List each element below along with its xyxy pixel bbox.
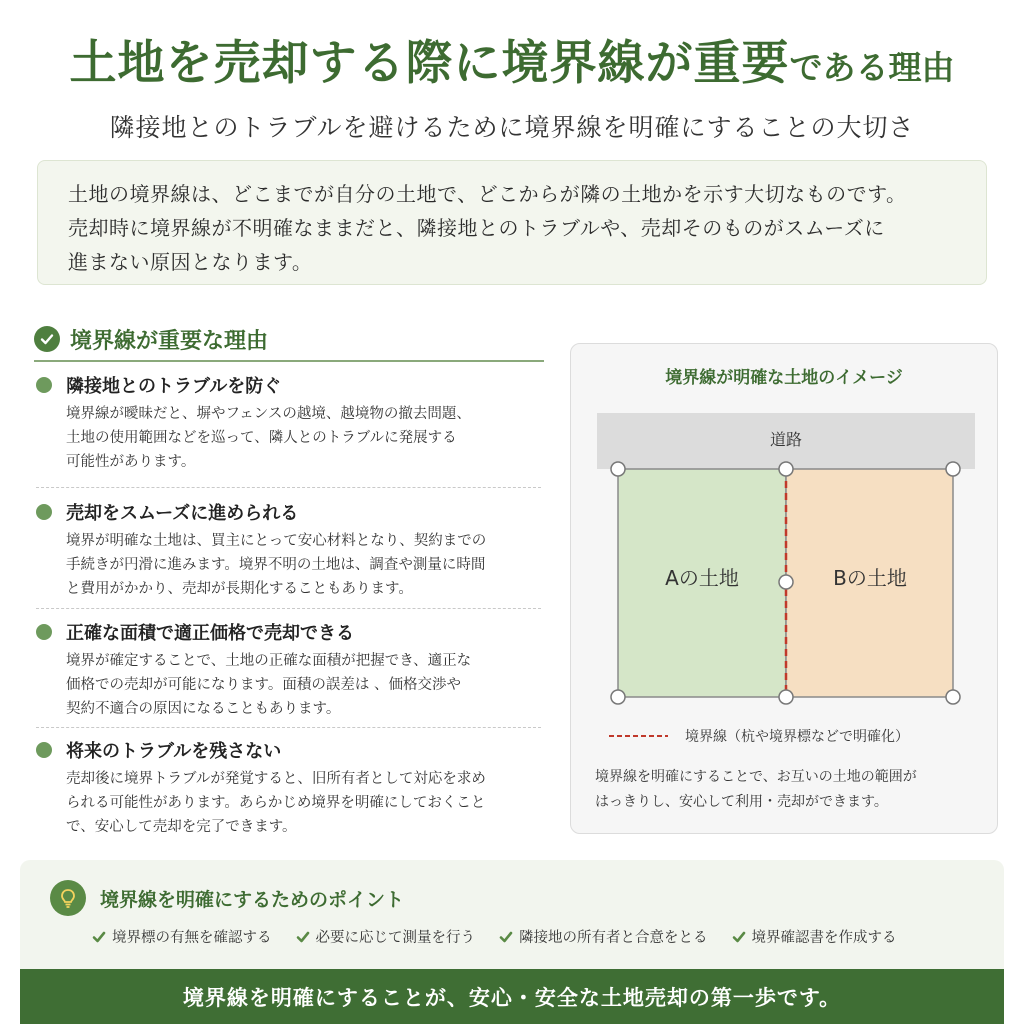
point-item <box>499 926 708 947</box>
reason-item <box>36 372 541 474</box>
footer-text: 境界線を明確にすることが、安心・安全な土地売却の第一歩です。 <box>182 985 842 1010</box>
point-item <box>92 926 272 947</box>
points-heading-text: 境界線を明確にするためのポイント <box>100 888 405 911</box>
reason-line: 手続きが円滑に進みます。境界不明の土地は、調査や測量に時間 <box>66 557 486 573</box>
points-heading <box>50 880 404 916</box>
boundary-marker <box>611 462 625 476</box>
reason-body <box>66 649 541 721</box>
boundary-marker <box>946 690 960 704</box>
reason-line: 土地の使用範囲などを巡って、隣人とのトラブルに発展する <box>66 430 457 446</box>
reason-title: 隣接地とのトラブルを防ぐ <box>66 376 282 397</box>
page-title-main: 土地を売却する際に境界線が重要 <box>69 36 790 91</box>
boundary-diagram-card <box>570 343 998 834</box>
divider <box>36 727 541 728</box>
reason-line: で、安心して売却を完了できます。 <box>66 819 297 835</box>
bullet-dot-icon <box>36 742 52 758</box>
reason-item <box>36 737 541 839</box>
check-icon <box>499 930 513 944</box>
lot-b-label: Bの土地 <box>833 566 907 590</box>
boundary-marker <box>779 575 793 589</box>
reason-line: 売却後に境界トラブルが発覚すると、旧所有者として対応を求め <box>66 771 486 787</box>
page-subtitle: 隣接地とのトラブルを避けるために境界線を明確にすることの大切さ <box>109 113 915 142</box>
boundary-marker <box>611 690 625 704</box>
boundary-marker <box>779 690 793 704</box>
bullet-dot-icon <box>36 377 52 393</box>
reasons-heading-text: 境界線が重要な理由 <box>70 328 269 354</box>
reason-title: 将来のトラブルを残さない <box>66 741 282 762</box>
point-label: 境界標の有無を確認する <box>112 930 272 946</box>
boundary-marker <box>779 462 793 476</box>
reasons-heading <box>34 318 544 362</box>
boundary-marker <box>946 462 960 476</box>
reason-line: と費用がかかり、売却が長期化することもあります。 <box>66 581 413 597</box>
check-circle-icon <box>34 326 60 352</box>
caption-line: 境界線を明確にすることで、お互いの土地の範囲が <box>595 769 917 785</box>
boundary-diagram <box>571 344 999 835</box>
reason-item <box>36 619 541 721</box>
page-title <box>0 26 1024 93</box>
reason-body <box>66 529 541 601</box>
check-icon <box>296 930 310 944</box>
intro-line: 進まない原因となります。 <box>68 250 313 274</box>
lightbulb-icon <box>50 880 86 916</box>
caption-line: はっきりし、安心して利用・売却ができます。 <box>595 794 888 810</box>
reason-line: 価格での売却が可能になります。面積の誤差は 、価格交渉や <box>66 677 461 693</box>
reason-line: 契約不適合の原因になることもあります。 <box>66 701 341 717</box>
intro-line: 売却時に境界線が不明確なままだと、隣接地とのトラブルや、売却そのものがスムーズに <box>68 216 885 240</box>
bullet-dot-icon <box>36 504 52 520</box>
reason-title: 売却をスムーズに進められる <box>66 503 299 524</box>
reason-line: 可能性があります。 <box>66 454 196 470</box>
diagram-title: 境界線が明確な土地のイメージ <box>665 368 903 388</box>
page-title-tail: である理由 <box>789 48 955 87</box>
intro-box <box>37 160 987 285</box>
reason-body <box>66 767 541 839</box>
intro-line: 土地の境界線は、どこまでが自分の土地で、どこからが隣の土地かを示す大切なものです。 <box>68 182 907 206</box>
footer-banner <box>20 969 1004 1024</box>
divider <box>36 487 541 488</box>
reason-line: 境界が明確な土地は、買主にとって安心材料となり、契約までの <box>66 533 487 549</box>
reason-title: 正確な面積で適正価格で売却できる <box>66 623 354 644</box>
reason-item <box>36 499 541 601</box>
divider <box>36 608 541 609</box>
reason-line: 境界線が曖昧だと、塀やフェンスの越境、越境物の撤去問題、 <box>66 406 471 422</box>
reason-body <box>66 402 541 474</box>
reason-line: られる可能性があります。あらかじめ境界を明確にしておくこと <box>66 795 486 811</box>
reason-line: 境界が確定することで、土地の正確な面積が把握でき、適正な <box>66 653 472 669</box>
point-item <box>732 926 897 947</box>
point-label: 境界確認書を作成する <box>751 930 897 946</box>
check-icon <box>732 930 746 944</box>
points-list <box>92 926 921 947</box>
legend-text: 境界線（杭や境界標などで明確化） <box>685 729 909 745</box>
diagram-caption <box>595 765 985 815</box>
bullet-dot-icon <box>36 624 52 640</box>
point-label: 必要に応じて測量を行う <box>315 930 475 946</box>
points-panel <box>20 860 1004 974</box>
lot-a-label: Aの土地 <box>665 566 739 590</box>
road-label: 道路 <box>769 430 803 449</box>
point-item <box>296 926 476 947</box>
check-icon <box>92 930 106 944</box>
point-label: 隣接地の所有者と合意をとる <box>519 930 708 946</box>
